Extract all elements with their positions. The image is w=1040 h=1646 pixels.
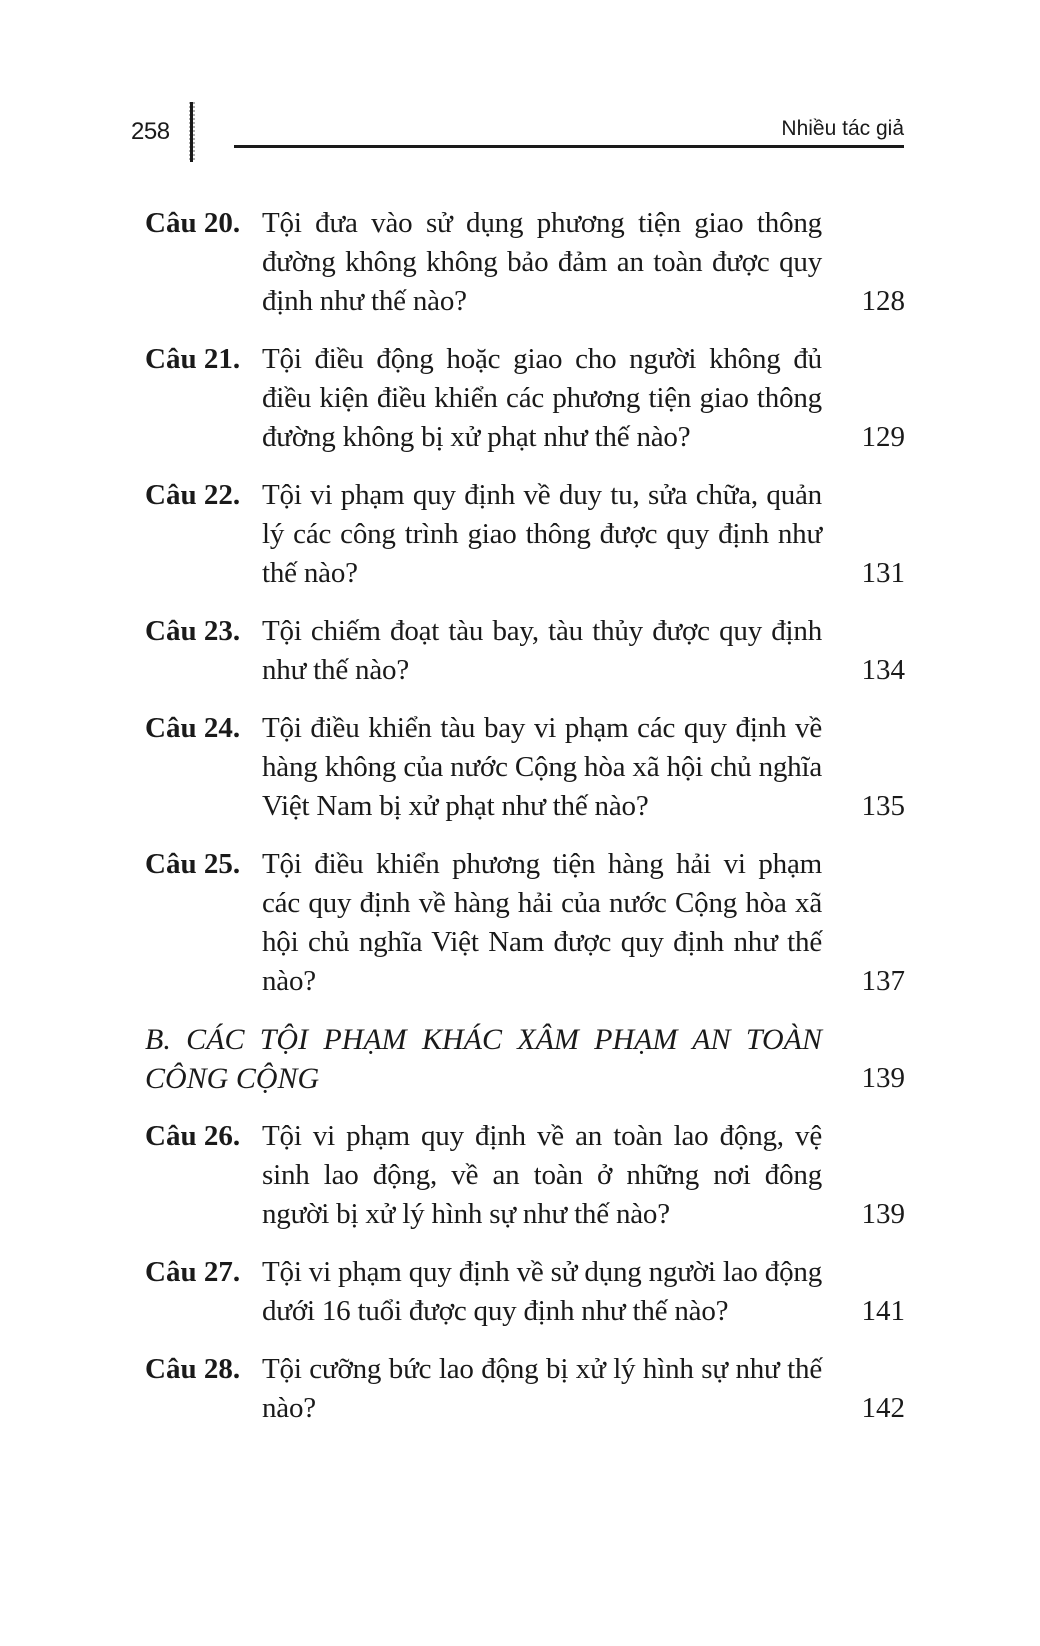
- entry-text: Tội điều khiển tàu bay vi phạm các quy định về hàng không của nước Cộng hòa xã hội chủ nghĩa Việt Nam bị xử phạt như thế nào?: [262, 712, 822, 822]
- entry-text: Tội điều khiển phương tiện hàng hải vi phạm các quy định về hàng hải của nước Cộng hòa xã hội chủ nghĩa Việt Nam được quy định như thế nào?: [262, 848, 822, 997]
- entry-label: Câu 28.: [145, 1353, 241, 1385]
- section-page: 139: [861, 1062, 905, 1094]
- section-title: B. CÁC TỘI PHẠM KHÁC XÂM PHẠM AN TOÀN CÔNG CỘNG: [145, 1023, 822, 1095]
- entry-text: Tội cưỡng bức lao động bị xử lý hình sự như thế nào?: [262, 1353, 822, 1424]
- entry-label: Câu 24.: [145, 712, 241, 744]
- toc-entry-cau-28: [145, 1350, 905, 1428]
- entry-text: Tội vi phạm quy định về sử dụng người lao động dưới 16 tuổi được quy định như thế nào?: [262, 1256, 822, 1327]
- entry-label: Câu 25.: [145, 848, 241, 880]
- entry-label: Câu 21.: [145, 343, 241, 375]
- header-divider-ornament: [189, 102, 195, 162]
- toc-entry-cau-25: [145, 845, 905, 1001]
- toc-section-b: [145, 1020, 905, 1098]
- ornament-dots: [189, 102, 195, 162]
- entry-text: Tội vi phạm quy định về duy tu, sửa chữa, quản lý các công trình giao thông được quy định như thế nào?: [262, 479, 822, 589]
- entry-text: Tội điều động hoặc giao cho người không đủ điều kiện điều khiển các phương tiện giao thông đường không bị xử phạt như thế nào?: [262, 343, 822, 453]
- page-header: [0, 0, 1040, 170]
- entry-page: 141: [861, 1295, 905, 1327]
- entry-text: Tội đưa vào sử dụng phương tiện giao thông đường không không bảo đảm an toàn được quy định như thế nào?: [262, 207, 822, 317]
- entry-page: 135: [861, 790, 905, 822]
- toc-entry-cau-26: [145, 1117, 905, 1234]
- entry-text: Tội chiếm đoạt tàu bay, tàu thủy được quy định như thế nào?: [262, 615, 822, 686]
- entry-label: Câu 26.: [145, 1120, 241, 1152]
- running-author: Nhiều tác giả: [781, 117, 904, 140]
- toc-entry-cau-23: [145, 612, 905, 690]
- entry-page: 128: [861, 285, 905, 317]
- page-number: 258: [131, 118, 170, 145]
- entry-page: 142: [861, 1392, 905, 1424]
- toc-entry-cau-20: [145, 204, 905, 321]
- entry-page: 131: [861, 557, 905, 589]
- entry-label: Câu 23.: [145, 615, 241, 647]
- toc-entry-cau-27: [145, 1253, 905, 1331]
- toc-entry-cau-22: [145, 476, 905, 593]
- entry-text: Tội vi phạm quy định về an toàn lao động, vệ sinh lao động, về an toàn ở những nơi đông người bị xử lý hình sự như thế nào?: [262, 1120, 822, 1230]
- toc-entry-cau-21: [145, 340, 905, 457]
- entry-page: 139: [861, 1198, 905, 1230]
- entry-page: 134: [861, 654, 905, 686]
- entry-page: 129: [861, 421, 905, 453]
- table-of-contents: [145, 204, 905, 1447]
- entry-label: Câu 22.: [145, 479, 241, 511]
- header-rule: [234, 145, 904, 148]
- entry-label: Câu 27.: [145, 1256, 241, 1288]
- toc-entry-cau-24: [145, 709, 905, 826]
- entry-label: Câu 20.: [145, 207, 241, 239]
- entry-page: 137: [861, 965, 905, 997]
